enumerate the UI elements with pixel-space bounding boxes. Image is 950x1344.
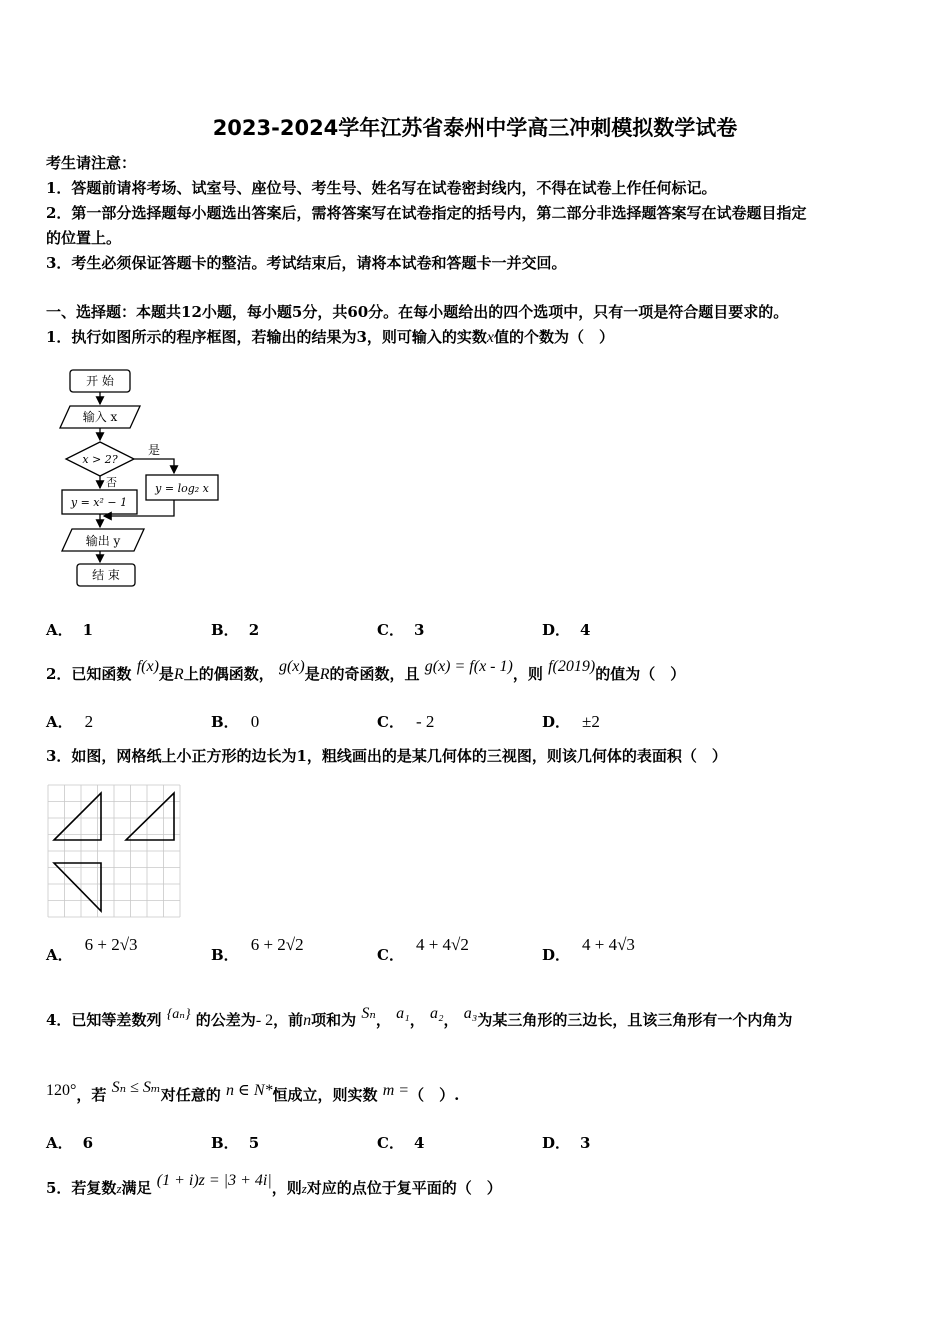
flow-input-label: 输入 x — [82, 410, 118, 424]
flow-output-label: 输出 y — [85, 534, 121, 548]
q4-text-8: 为某三角形的三边长，且该三角形有一个内角为 — [477, 1011, 793, 1029]
q4-text-9: ，若 — [76, 1086, 107, 1104]
flow-right-label: y = log₂ x — [155, 482, 209, 495]
q4-text-4: 项和为 — [311, 1011, 357, 1029]
q1-option-b[interactable] — [211, 619, 259, 640]
question-4-stem-line2 — [46, 1079, 460, 1106]
question-1-stem — [46, 327, 614, 348]
q3-option-c[interactable] — [377, 935, 469, 965]
q1-option-b-value: 2 — [248, 621, 260, 639]
flow-no-label: 否 — [106, 476, 117, 489]
q4-option-a-value: 6 — [82, 1134, 94, 1152]
q4-option-d-label: D． — [542, 1134, 571, 1152]
q1-option-a-label: A． — [46, 621, 73, 639]
question-4-stem — [46, 1005, 793, 1032]
q3-option-d-value: 4 + 4√3 — [582, 935, 635, 954]
front-view-triangle — [54, 793, 101, 840]
grid-lines — [48, 785, 180, 917]
q4-option-b[interactable] — [211, 1132, 259, 1153]
q2-R2: R — [319, 666, 330, 683]
q4-option-c-value: 4 — [413, 1134, 425, 1152]
q5-text-1: 5．若复数 — [46, 1179, 117, 1197]
q1-stem-a: 1．执行如图所示的程序框图，若输出的结果为3，则可输入的实数 — [46, 328, 487, 346]
q2-option-a[interactable] — [46, 711, 93, 732]
q5-text-3: ，则 — [271, 1179, 302, 1197]
q2-text-7: 的值为（ ） — [595, 665, 686, 683]
q4-text-12: （ ）. — [409, 1086, 460, 1104]
notice-item-2b: 的位置上。 — [46, 229, 122, 247]
flow-yes-label: 是 — [148, 443, 161, 457]
q4-diff: - 2 — [255, 1012, 274, 1029]
q2-option-d[interactable] — [542, 711, 600, 732]
q2-option-c-label: C． — [377, 713, 404, 731]
q4-option-b-label: B． — [211, 1134, 239, 1152]
q4-Sn: Sₙ — [361, 1005, 376, 1022]
notice-item-3: 3．考生必须保证答题卡的整洁。考试结束后，请将本试卷和答题卡一并交回。 — [46, 254, 567, 272]
q4-inequality: Sₙ ≤ Sₘ — [111, 1079, 161, 1096]
notice-item-2a: 2．第一部分选择题每小题选出答案后，需将答案写在试卷指定的括号内，第二部分非选择题答案写在试卷题目指定 — [46, 204, 807, 222]
question-5-stem — [46, 1172, 502, 1199]
q2-option-a-label: A． — [46, 713, 73, 731]
q2-equation: g(x) = f(x - 1) — [424, 658, 513, 675]
q2-text-6: ，则 — [512, 665, 543, 683]
q3-option-a[interactable] — [46, 935, 138, 965]
q1-option-c-value: 3 — [413, 621, 425, 639]
q4-text-2: 的公差为 — [195, 1011, 256, 1029]
q2-text-3: 上的偶函数， — [183, 665, 274, 683]
q2-option-b-value: 0 — [250, 712, 260, 731]
q3-option-d[interactable] — [542, 935, 635, 965]
q5-equation: (1 + i)z = |3 + 4i| — [156, 1172, 272, 1189]
q2-option-d-label: D． — [542, 713, 571, 731]
q1-option-a-value: 1 — [82, 621, 94, 639]
q4-option-d-value: 3 — [580, 1134, 591, 1152]
q4-text-5: ， — [375, 1011, 391, 1029]
flow-start-label: 开 始 — [86, 374, 114, 388]
q5-z: z — [116, 1181, 122, 1196]
q3-option-c-label: C． — [377, 946, 404, 964]
section-heading: 一、选择题：本题共12小题，每小题5分，共60分。在每小题给出的四个选项中，只有一项是符合题目要求的。 — [46, 303, 789, 321]
q3-option-a-value: 6 + 2√3 — [84, 935, 138, 954]
q4-a1: a₁ — [396, 1005, 410, 1022]
q2-text-1: 2．已知函数 — [46, 665, 132, 683]
q3-option-b[interactable] — [211, 935, 304, 965]
q3-option-a-label: A． — [46, 946, 73, 964]
q2-option-a-value: 2 — [84, 712, 94, 731]
q4-n: n — [303, 1012, 312, 1029]
q2-option-c[interactable] — [377, 711, 434, 732]
q4-sequence: {aₙ} — [166, 1007, 191, 1022]
q4-text-3: ，前 — [273, 1011, 304, 1029]
q2-text-5: 的奇函数，且 — [329, 665, 420, 683]
q4-option-c-label: C． — [377, 1134, 404, 1152]
q2-f2019: f(2019) — [548, 658, 596, 675]
notice-item-1: 1．答题前请将考场、试室号、座位号、考生号、姓名写在试卷密封线内，不得在试卷上作任何标记。 — [46, 179, 717, 197]
q1-option-b-label: B． — [211, 621, 239, 639]
q2-gx: g(x) — [278, 658, 305, 675]
q4-text-7: ， — [443, 1011, 459, 1029]
flow-end-label: 结 束 — [92, 568, 120, 582]
top-view-triangle — [54, 863, 101, 911]
q2-fx: f(x) — [136, 658, 159, 675]
three-view-figure — [46, 783, 182, 919]
flow-left-label: y = x² − 1 — [70, 496, 128, 509]
q4-text-1: 4．已知等差数列 — [46, 1011, 162, 1029]
q4-option-b-value: 5 — [248, 1134, 260, 1152]
q1-option-d[interactable] — [542, 619, 590, 640]
q4-text-10: 对任意的 — [160, 1086, 221, 1104]
q1-option-a[interactable] — [46, 619, 93, 640]
q4-text-11: 恒成立，则实数 — [272, 1086, 378, 1104]
notice-heading: 考生请注意： — [46, 154, 137, 172]
q1-option-c-label: C． — [377, 621, 404, 639]
q1-var: x — [486, 329, 494, 346]
q2-option-d-value: ±2 — [582, 712, 600, 731]
q1-option-c[interactable] — [377, 619, 424, 640]
page-title: 2023-2024学年江苏省泰州中学高三冲刺模拟数学试卷 — [212, 116, 738, 140]
q3-option-c-value: 4 + 4√2 — [415, 935, 469, 954]
q2-text-4: 是 — [304, 665, 320, 683]
q1-option-d-value: 4 — [580, 621, 591, 639]
q4-a3: a₃ — [463, 1005, 478, 1022]
q4-option-c[interactable] — [377, 1132, 424, 1153]
flow-cond-label: x > 2? — [82, 453, 118, 466]
question-2-stem — [46, 658, 686, 685]
q2-option-b-label: B． — [211, 713, 239, 731]
question-3-stem: 3．如图，网格纸上小正方形的边长为1，粗线画出的是某几何体的三视图，则该几何体的表面积（ ） — [46, 747, 727, 765]
q3-option-b-label: B． — [211, 946, 239, 964]
q4-n-in-N: n ∈ N* — [225, 1082, 273, 1099]
q3-option-d-label: D． — [542, 946, 571, 964]
q4-option-a-label: A． — [46, 1134, 73, 1152]
q1-option-d-label: D． — [542, 621, 571, 639]
q5-text-4: 对应的点位于复平面的（ ） — [306, 1179, 502, 1197]
q5-text-2: 满足 — [121, 1179, 152, 1197]
q4-option-a[interactable] — [46, 1132, 93, 1153]
q2-text-2: 是 — [158, 665, 174, 683]
q4-a2: a₂ — [429, 1005, 444, 1022]
side-view-triangle — [126, 793, 174, 840]
q2-R1: R — [173, 666, 184, 683]
flowchart — [52, 362, 242, 592]
q5-z2: z — [301, 1181, 307, 1196]
q4-m: m = — [382, 1082, 410, 1099]
q3-option-b-value: 6 + 2√2 — [250, 935, 304, 954]
q4-angle: 120° — [46, 1082, 77, 1099]
q2-option-c-value: - 2 — [415, 712, 435, 731]
q2-option-b[interactable] — [211, 711, 259, 732]
q4-option-d[interactable] — [542, 1132, 590, 1153]
q4-text-6: ， — [409, 1011, 425, 1029]
q1-stem-b: 值的个数为（ ） — [494, 328, 615, 346]
